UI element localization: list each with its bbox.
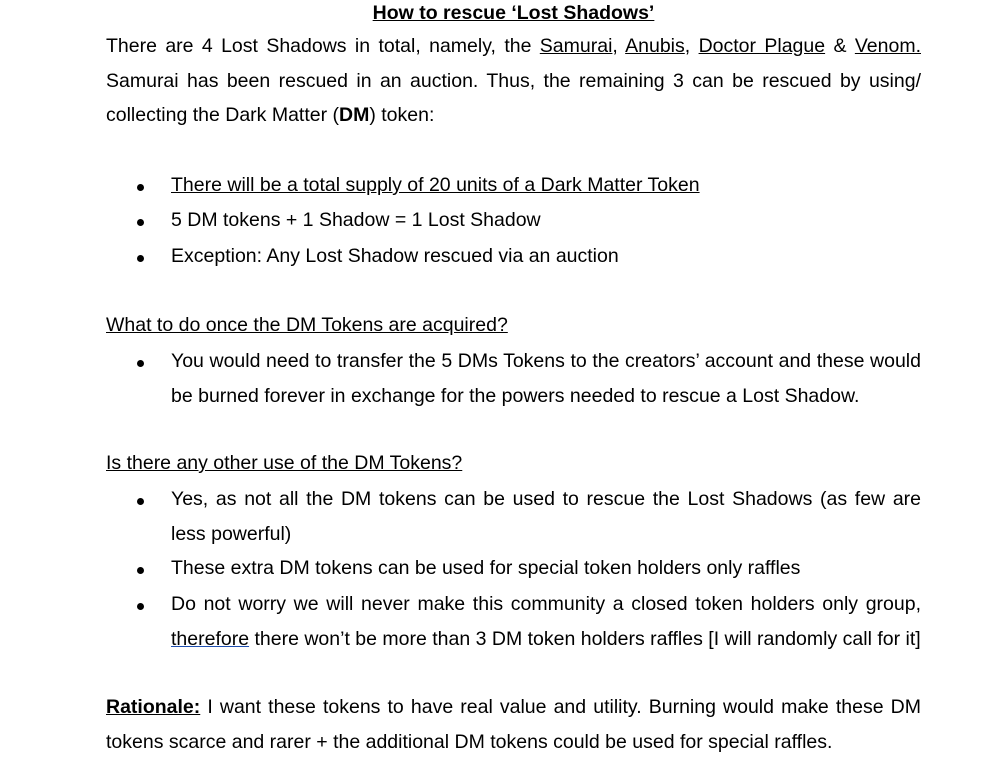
list-item: You would need to transfer the 5 DMs Tokens to the creators’ account and these would be burned forever in exchange for the powers needed to rescue a Lost Shadow.	[171, 350, 921, 407]
rationale-label: Rationale:	[106, 696, 201, 718]
list-item: Do not worry we will never make this community a closed token holders only group, therefore there won’t be more than 3 DM token holders raffles [I will randomly call for it]	[171, 593, 921, 650]
dm-abbreviation: DM	[339, 104, 370, 126]
name-doctor-plague: Doctor Plague	[698, 35, 826, 57]
rule-item: 5 DM tokens + 1 Shadow = 1 Lost Shadow	[171, 209, 541, 231]
document-title: How to rescue ‘Lost Shadows’	[372, 2, 655, 24]
name-venom: Venom.	[854, 35, 921, 57]
bullet-icon	[137, 487, 151, 511]
list-item: These extra DM tokens can be used for special token holders only raffles	[171, 557, 801, 579]
therefore-link[interactable]: therefore	[171, 627, 250, 650]
name-samurai: Samurai	[539, 35, 613, 57]
rule-item: Exception: Any Lost Shadow rescued via an auction	[171, 245, 619, 267]
rationale-paragraph: Rationale: I want these tokens to have real value and utility. Burning would make these DM tokens scarce and rarer + the additional DM tokens could be used for special raffles.	[106, 696, 921, 753]
intro-paragraph: There are 4 Lost Shadows in total, namely, the Samurai, Anubis, Doctor Plague & Venom. Samurai has been rescued in an auction. Thus, the remaining 3 can be rescued by using/ collecting the Dark Matter (DM) token:	[106, 35, 921, 126]
bullet-icon	[137, 244, 151, 268]
list-item: Yes, as not all the DM tokens can be used to rescue the Lost Shadows (as few are less powerful)	[171, 488, 921, 545]
rule-item: There will be a total supply of 20 units of a Dark Matter Token	[171, 174, 700, 196]
bullet-icon	[137, 208, 151, 232]
bullet-icon	[137, 173, 151, 197]
name-anubis: Anubis	[625, 35, 685, 57]
bullet-icon	[137, 592, 151, 616]
section-heading-after-acquired: What to do once the DM Tokens are acquired?	[106, 314, 508, 336]
bullet-icon	[137, 556, 151, 580]
section-heading-other-use: Is there any other use of the DM Tokens?	[106, 452, 463, 474]
bullet-icon	[137, 349, 151, 373]
